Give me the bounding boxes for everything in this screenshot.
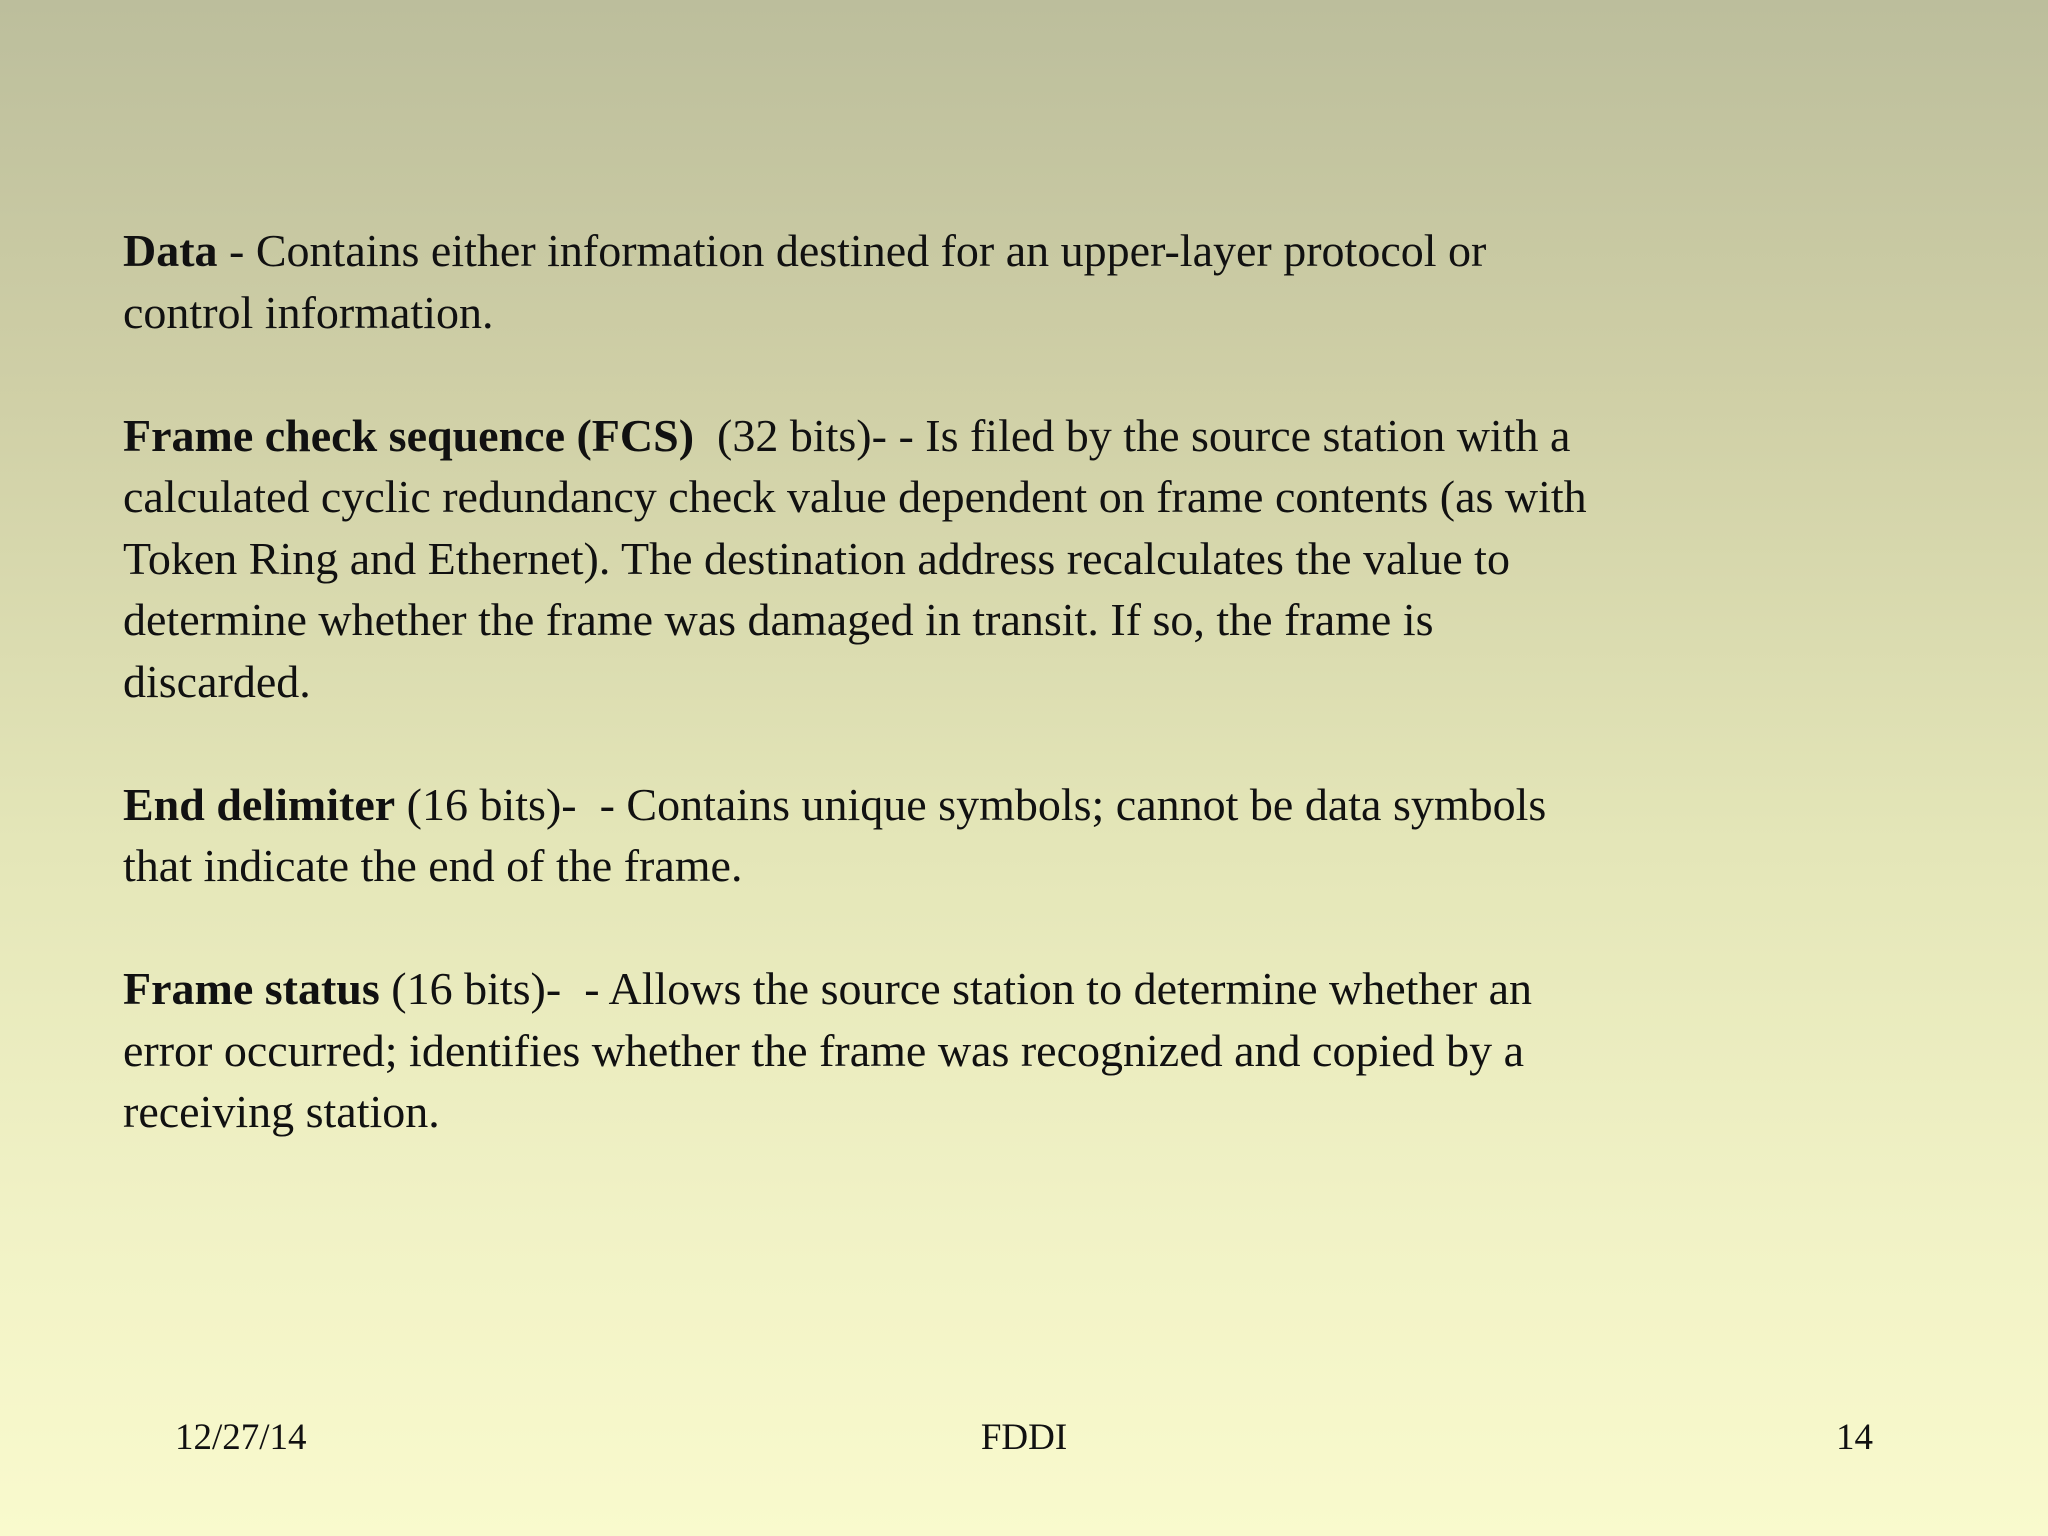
term-frame-status: Frame status	[123, 963, 380, 1014]
footer-date: 12/27/14	[175, 1417, 307, 1458]
description-fcs: (32 bits)- - Is filed by the source station with a calculated cyclic redundancy check value dependent on frame contents (as with Token Ring and Ethernet). The destination address recalculates the value to determine whether the frame was damaged in transit. If so, the frame is discarded.	[123, 409, 1587, 707]
description-end-delimiter: (16 bits)- - Contains unique symbols; cannot be data symbols that indicate the end of the frame.	[123, 778, 1547, 891]
slide-body	[123, 220, 1823, 1143]
term-end-delimiter: End delimiter	[123, 778, 396, 830]
term-fcs: Frame check sequence (FCS)	[123, 409, 695, 461]
paragraph-frame-status	[123, 958, 1823, 1143]
footer-page-number: 14	[1836, 1417, 1873, 1458]
term-data: Data	[123, 225, 218, 276]
paragraph-end-delimiter	[123, 774, 1823, 897]
description-frame-status: (16 bits)- - Allows the source station to determine whether an error occurred; identifies whether the frame was recognized and copied by a receiving station.	[123, 963, 1533, 1137]
paragraph-data	[123, 220, 1823, 343]
paragraph-fcs	[123, 405, 1823, 713]
footer-title: FDDI	[980, 1417, 1068, 1458]
description-data: - Contains either information destined for an upper-layer protocol or control information.	[123, 225, 1487, 338]
